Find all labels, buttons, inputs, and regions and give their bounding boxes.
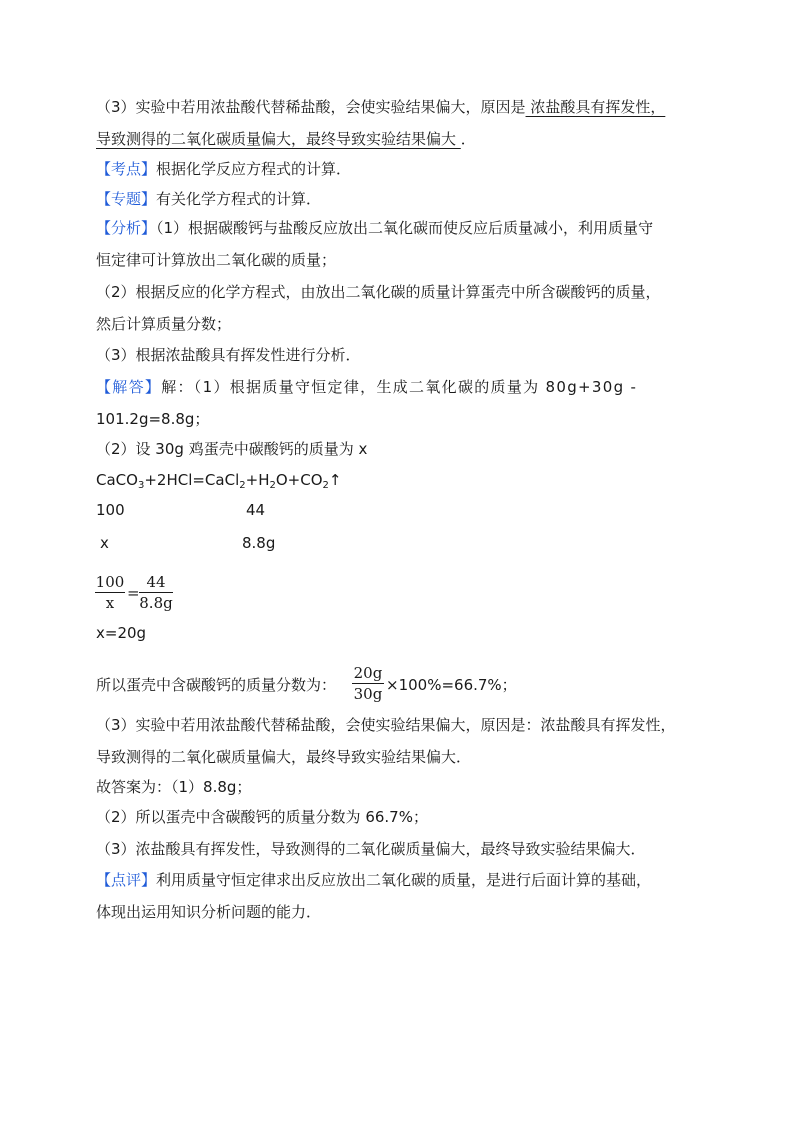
- proportion-equals: =: [127, 584, 140, 602]
- fraction-bar: [139, 592, 173, 593]
- fenxi-line-5: （3）根据浓盐酸具有挥发性进行分析．: [96, 346, 361, 364]
- answer-3: （3）浓盐酸具有挥发性，导致测得的二氧化碳质量偏大，最终导致实验结果偏大．: [96, 840, 646, 858]
- dianping-tag: 【点评】: [96, 871, 157, 889]
- mass-44: 44: [246, 501, 266, 519]
- q3-question-cont: 导致测得的二氧化碳质量偏大，最终导致实验结果偏大 ．: [96, 130, 476, 148]
- jieda-line-2: 101.2g=8.8g；: [96, 410, 210, 428]
- dianping-line-2: 体现出运用知识分析问题的能力．: [96, 903, 322, 921]
- proportion-fraction-left: 100 x: [95, 573, 125, 612]
- fraction-bar: [352, 683, 384, 684]
- dianping-line-1: 【点评】利用质量守恒定律求出反应放出二氧化碳的质量，是进行后面计算的基础，: [96, 871, 652, 889]
- chemical-equation: $CaCO_3+2HCl=CaCl_2+H_2O+CO_2↑$: [96, 471, 342, 491]
- fenxi-line-4: 然后计算质量分数；: [96, 315, 232, 333]
- answer-2: （2）所以蛋壳中含碳酸钙的质量分数为 66.7%；: [96, 808, 428, 826]
- jieda-line-3: （2）设 30g 鸡蛋壳中碳酸钙的质量为 x: [96, 440, 368, 458]
- fenxi-line-1: 【分析】（1）根据碳酸钙与盐酸反应放出二氧化碳而使反应后质量减小，利用质量守: [96, 219, 654, 237]
- answer-heading: 故答案为：（1）8.8g；: [96, 778, 252, 796]
- proportion-fraction-right: 44 8.8g: [139, 573, 173, 612]
- q3-question: （3）实验中若用浓盐酸代替稀盐酸，会使实验结果偏大，原因是 浓盐酸具有挥发性，: [96, 98, 666, 116]
- mass-100: 100: [96, 501, 125, 519]
- jieda-line-1: 【解答】解：（1）根据质量守恒定律，生成二氧化碳的质量为 80g+30g -: [96, 378, 638, 396]
- q3-blank-answer-2: 导致测得的二氧化碳质量偏大，最终导致实验结果偏大: [96, 130, 461, 148]
- fenxi-line-3: （2）根据反应的化学方程式，由放出二氧化碳的质量计算蛋壳中所含碳酸钙的质量，: [96, 283, 661, 301]
- mass-8.8g: 8.8g: [242, 534, 276, 552]
- fenxi-tag: 【分析】: [96, 219, 157, 237]
- jieda-tag: 【解答】: [96, 378, 162, 396]
- percentage-result: ×100%=66.7%；: [386, 676, 517, 694]
- kaodian-line: 【考点】根据化学反应方程式的计算．: [96, 160, 352, 178]
- x-result: x=20g: [96, 624, 147, 642]
- fenxi-line-2: 恒定律可计算放出二氧化碳的质量；: [96, 251, 337, 269]
- fraction-bar: [95, 592, 125, 593]
- q3-blank-answer-1: 浓盐酸具有挥发性，: [525, 98, 666, 116]
- zhuanti-tag: 【专题】: [96, 190, 157, 208]
- zhuanti-line: 【专题】有关化学方程式的计算．: [96, 190, 322, 208]
- jieda-q3-line-2: 导致测得的二氧化碳质量偏大，最终导致实验结果偏大．: [96, 748, 472, 766]
- percentage-line: 所以蛋壳中含碳酸钙的质量分数为：: [96, 676, 337, 694]
- mass-x: x: [100, 534, 109, 552]
- kaodian-tag: 【考点】: [96, 160, 157, 178]
- percentage-fraction: 20g 30g: [353, 664, 383, 703]
- jieda-q3-line-1: （3）实验中若用浓盐酸代替稀盐酸，会使实验结果偏大，原因是：浓盐酸具有挥发性，: [96, 716, 676, 734]
